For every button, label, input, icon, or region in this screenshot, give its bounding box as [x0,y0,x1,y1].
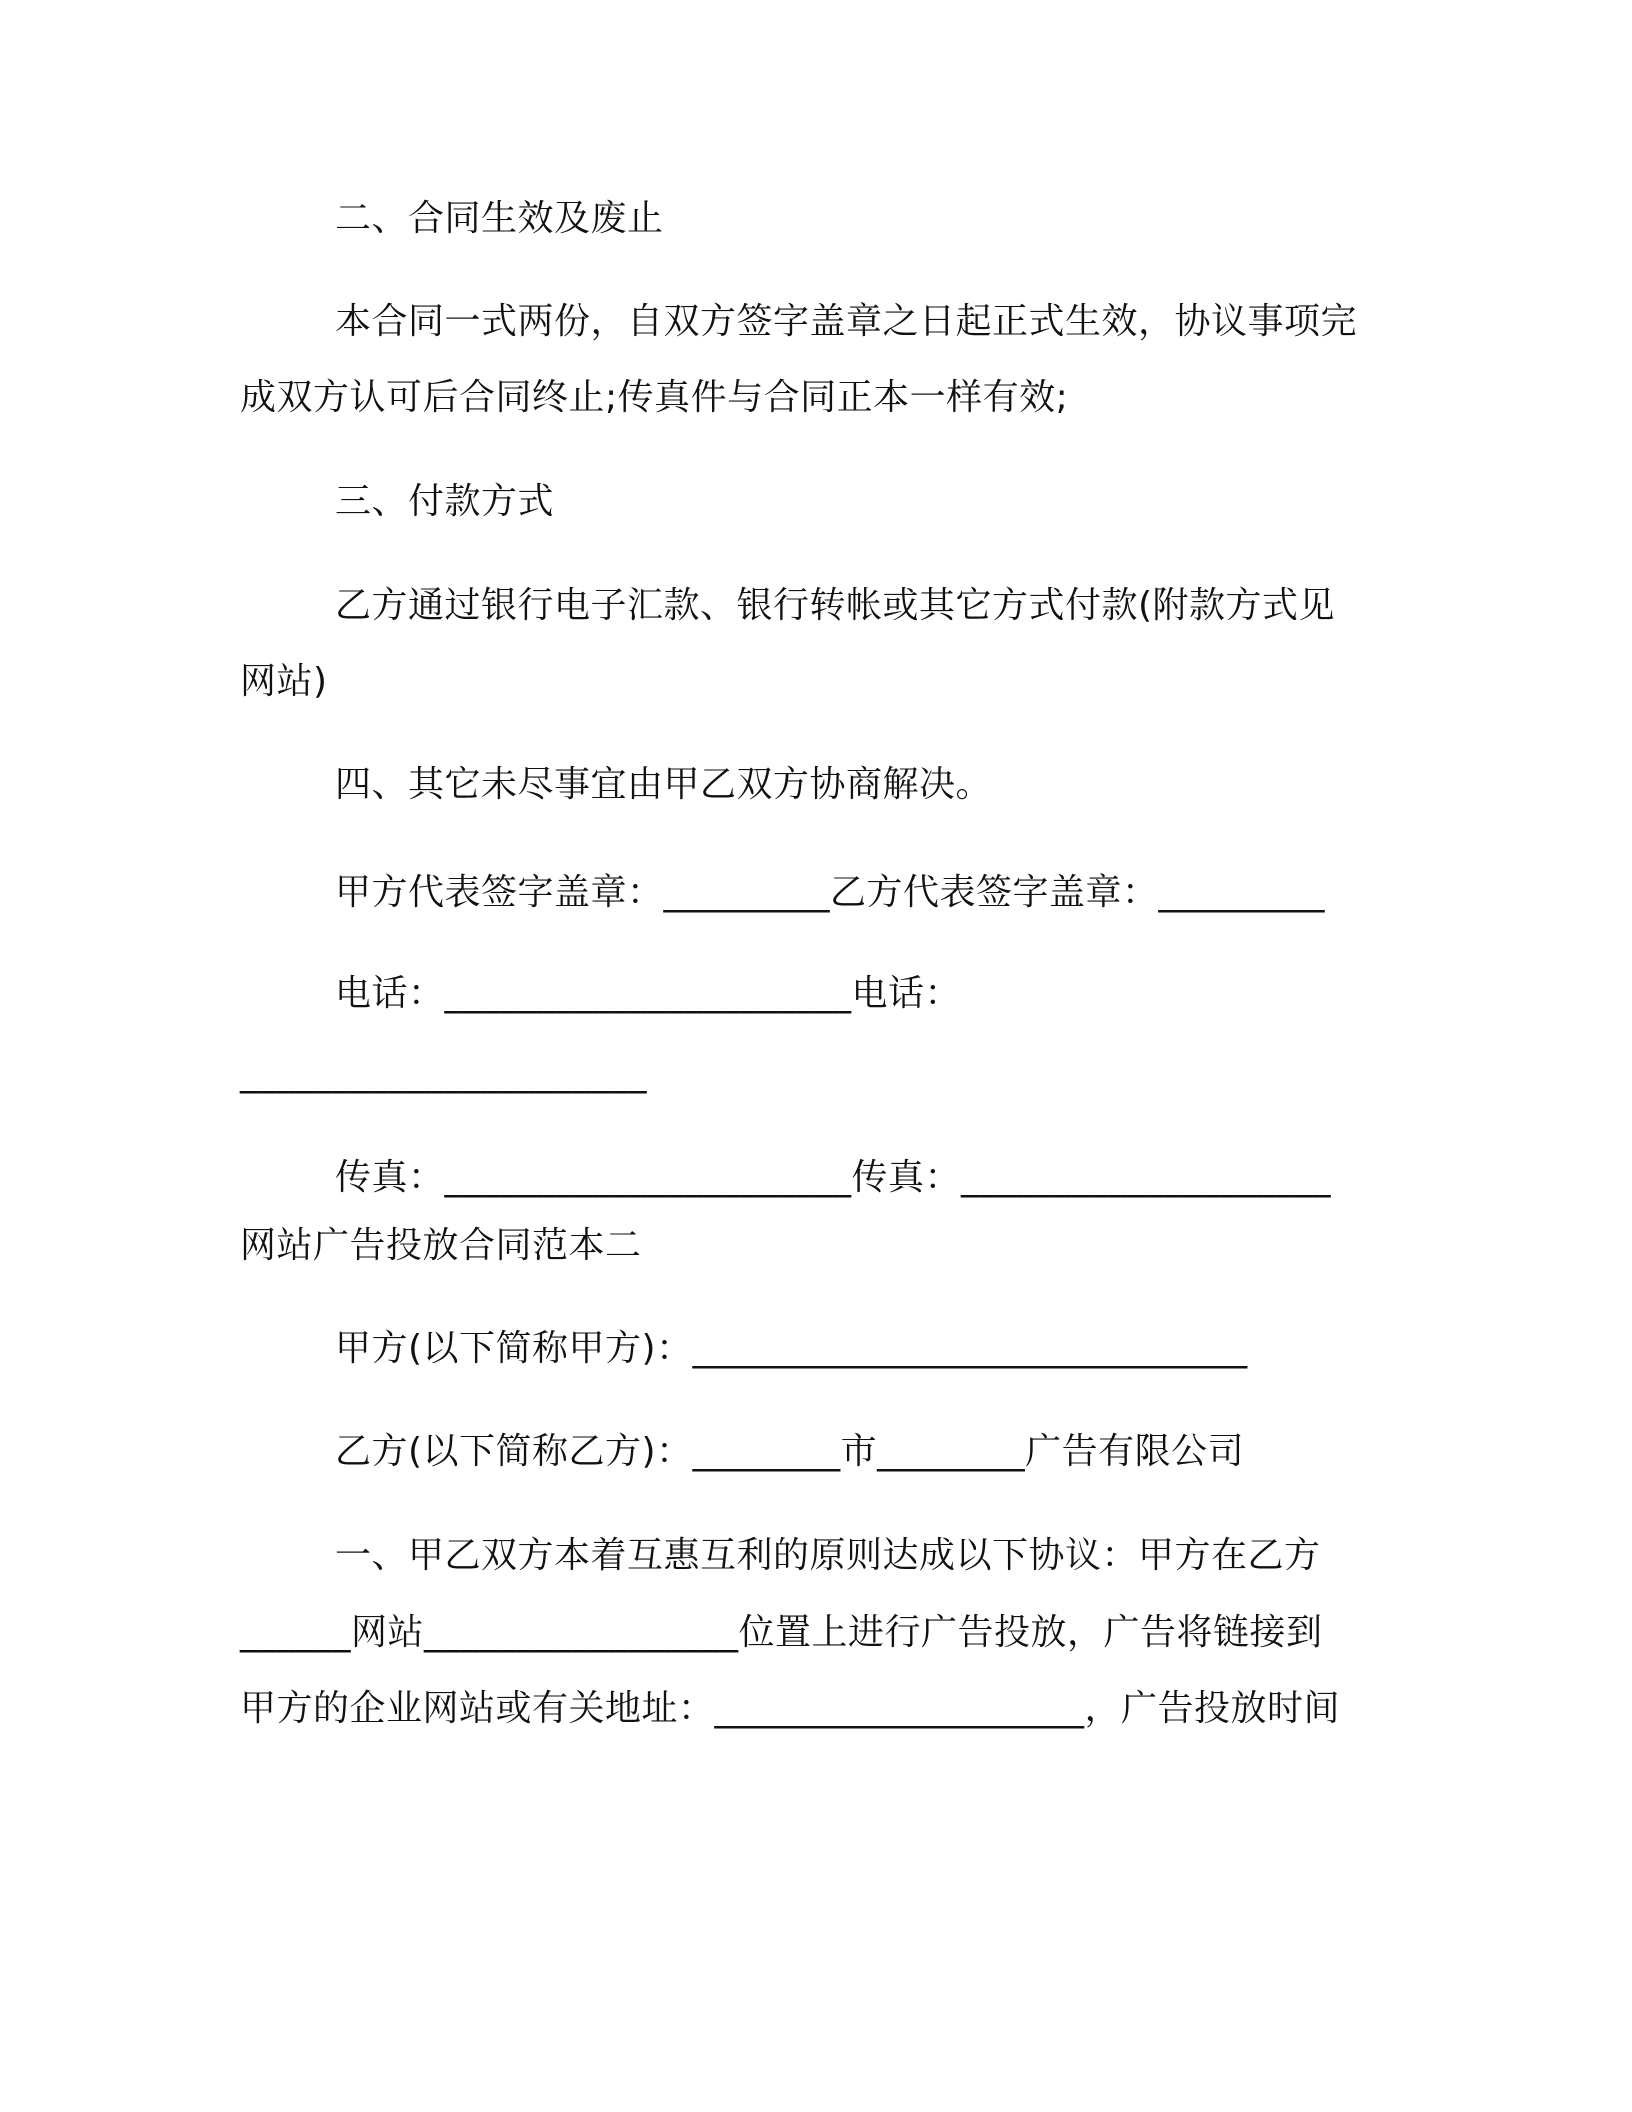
agreement-line: 甲方的企业网站或有关地址：____________________，广告投放时间 [240,1688,1341,1729]
section-heading-other-matters: 四、其它未尽事宜由甲乙双方协商解决。 [335,764,993,805]
signature-line: 甲方代表签字盖章：_________乙方代表签字盖章：_________ [335,872,1326,913]
agreement-line: 一、甲乙双方本着互惠互利的原则达成以下协议：甲方在乙方 [335,1535,1321,1576]
phone-blank-line: ______________________ [240,1053,647,1094]
section-heading-effective-termination: 二、合同生效及废止 [335,198,664,239]
contract-subtitle: 网站广告投放合同范本二 [240,1225,642,1266]
paragraph-line: 网站) [240,661,328,702]
paragraph-line: 成双方认可后合同终止;传真件与合同正本一样有效; [240,377,1069,418]
party-b-line: 乙方(以下简称乙方)：________市________广告有限公司 [335,1431,1245,1472]
phone-line: 电话：______________________电话： [335,973,962,1014]
party-a-line: 甲方(以下简称甲方)：______________________________ [335,1328,1248,1369]
paragraph-line: 本合同一式两份，自双方签字盖章之日起正式生效，协议事项完 [335,301,1358,342]
section-heading-payment: 三、付款方式 [335,481,555,522]
agreement-line: ______网站_________________位置上进行广告投放，广告将链接到 [240,1612,1323,1653]
fax-line: 传真：______________________传真：____________________ [335,1157,1332,1198]
paragraph-line: 乙方通过银行电子汇款、银行转帐或其它方式付款(附款方式见 [335,585,1336,626]
